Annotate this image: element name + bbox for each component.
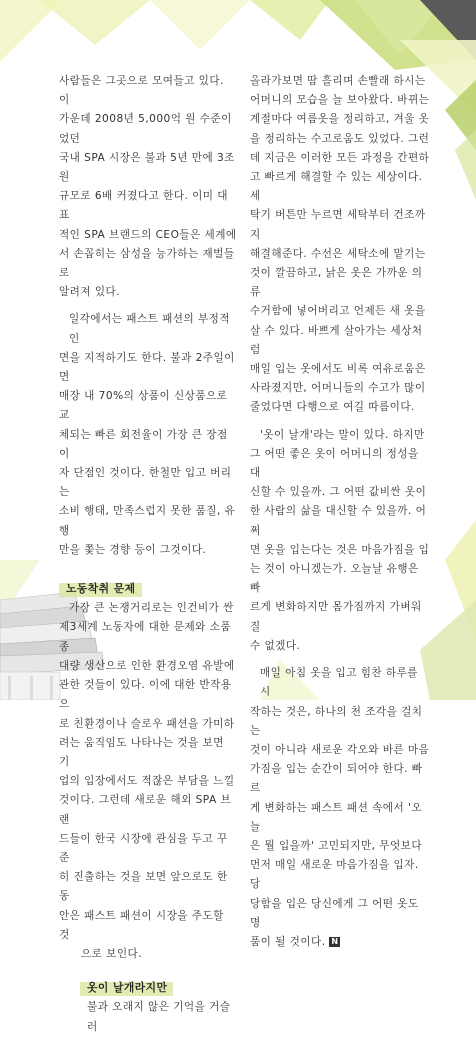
paragraph-line: 은 뭘 입을까' 고민되지만, 무엇보다 <box>250 839 423 852</box>
paragraph-line: 수거함에 넣어버리고 언제든 새 옷을 <box>250 305 426 318</box>
paragraph-line: 대량 생산으로 인한 환경오염 유발에 <box>59 659 235 672</box>
paragraph-line: 으로 보인다. <box>81 947 143 960</box>
paragraph-line: 로 친환경이나 슬로우 패션을 가미하 <box>59 717 235 730</box>
paragraph-line: 해결해준다. 수선은 세탁소에 맡기는 <box>250 247 426 260</box>
paragraph-line: 제3세계 노동자에 대한 문제와 소품종 <box>59 621 232 653</box>
paragraph-line: 안은 패스트 패션이 시장을 주도할 것 <box>59 909 224 941</box>
paragraph-line: 작하는 것은, 하나의 천 조각을 걸치는 <box>250 705 423 737</box>
paragraph-line: 는 것이 아니겠는가. 오늘날 유행은 빠 <box>250 563 419 595</box>
paragraph-line: 히 진출하는 것을 보면 앞으로도 한동 <box>59 871 228 903</box>
paragraph-line: 품이 될 것이다. <box>250 935 326 948</box>
paragraph-line: 사람들은 그곳으로 모여들고 있다. 이 <box>59 75 224 107</box>
left-column <box>59 72 237 1037</box>
paragraph-line: 규모로 6배 커졌다고 한다. 이미 대표 <box>59 190 228 222</box>
paragraph-line: 매일 입는 옷에서도 비록 여유로움은 <box>250 363 426 376</box>
paragraph-line: 데 지금은 이러한 모든 과정을 간편하 <box>250 151 430 164</box>
paragraph-line: 체되는 빠른 회전율이 가장 큰 장점이 <box>59 428 228 460</box>
paragraph-line: 서 손꼽히는 삼성을 능가하는 재벌들로 <box>59 247 235 280</box>
paragraph-line: 것이 아니라 새로운 각오와 바른 마음 <box>250 743 430 756</box>
paragraph-line: 알려져 있다. <box>59 286 121 299</box>
paragraph-line: 면 옷을 입는다는 것은 마음가짐을 입 <box>250 543 430 556</box>
paragraph-line: 드들이 한국 시장에 관심을 두고 꾸준 <box>59 832 228 864</box>
paragraph-line: '옷이 날개'라는 말이 있다. 하지만 <box>260 428 425 441</box>
paragraph-line: 한 사람의 삶을 대신할 수 있을까. 어쩌 <box>250 505 427 537</box>
paragraph-line: 그 어떤 좋은 옷이 어머니의 정성을 대 <box>250 447 419 480</box>
end-mark-icon: N <box>331 936 339 946</box>
paragraph-line: 르게 변화하지만 몸가짐까지 가벼워질 <box>250 601 422 633</box>
paragraph-line: 자 단점인 것이다. 한철만 입고 버리는 <box>59 467 232 499</box>
paragraph-line: 소비 행태, 만족스럽지 못한 품질, 유행 <box>59 505 236 537</box>
paragraph-line: 을 정리하는 수고로움도 있었다. 그런 <box>250 132 430 145</box>
paragraph-line: 신할 수 있을까. 그 어떤 값비싼 옷이 <box>250 486 427 499</box>
paragraph-line: 당함을 입은 당신에게 그 어떤 옷도 명 <box>250 897 419 929</box>
paragraph-line: 게 변화하는 패스트 패션 속에서 '오늘 <box>250 801 423 833</box>
paragraph-line: 수 없겠다. <box>250 639 301 652</box>
paragraph-line: 적인 SPA 브랜드의 CEO들은 세계에 <box>59 228 237 241</box>
paragraph-line: 계절마다 여름옷을 정리하고, 겨울 옷 <box>250 113 430 126</box>
paragraph-line: 올라가보면 땀 흘리며 손빨래 하시는 <box>250 75 426 87</box>
paragraph-line: 일각에서는 패스트 패션의 부정적인 <box>69 313 231 345</box>
paragraph-line: 줄었다면 다행으로 여길 따름이다. <box>250 401 415 414</box>
paragraph-line: 먼저 매일 새로운 마음가짐을 입자. 당 <box>250 859 419 891</box>
right-column <box>250 72 430 952</box>
paragraph-line: 업의 입장에서도 적잖은 부담을 느낄 <box>59 775 235 788</box>
paragraph-line: 매일 아침 옷을 입고 힘찬 하루를 시 <box>260 667 418 699</box>
paragraph-line: 불과 오래지 않은 기억을 거슬러 <box>87 1001 231 1033</box>
paragraph-line: 려는 움직임도 나타나는 것을 보면 기 <box>59 736 224 768</box>
paragraph-line: 어머니의 모습을 늘 보아왔다. 바뀌는 <box>250 94 430 107</box>
paragraph-line: 면을 지적하기도 한다. 불과 2주일이면 <box>59 351 235 384</box>
paragraph-line: 국내 SPA 시장은 불과 5년 만에 3조원 <box>59 151 235 184</box>
paragraph-line: 고 빠르게 해결할 수 있는 세상이다. 세 <box>250 171 423 203</box>
paragraph-line: 탁기 버튼만 누르면 세탁부터 건조까지 <box>250 209 426 241</box>
paragraph-line: 사라졌지만, 어머니들의 수고가 많이 <box>250 382 426 395</box>
paragraph-line: 살 수 있다. 바쁘게 살아가는 세상처럼 <box>250 324 423 356</box>
paragraph-line: 매장 내 70%의 상품이 신상품으로 교 <box>59 390 228 422</box>
section-heading-wings: 옷이 날개라지만 <box>87 978 167 997</box>
paragraph-line: 관한 것들이 있다. 이에 대한 반작용으 <box>59 679 232 711</box>
paragraph-line: 가장 큰 논쟁거리로는 인건비가 싼 <box>69 602 234 615</box>
paragraph-line: 것이다. 그런데 새로운 해외 SPA 브랜 <box>59 794 232 826</box>
section-heading-labor: 노동착취 문제 <box>66 579 136 598</box>
paragraph-line: 가짐을 입는 순간이 되어야 한다. 빠르 <box>250 763 423 795</box>
paragraph-line: 가운데 2008년 5,000억 원 수준이었던 <box>59 113 232 145</box>
paragraph-line: 만을 쫓는 경향 등이 그것이다. <box>59 543 207 556</box>
paragraph-line: 것이 깔끔하고, 낡은 옷은 가까운 의류 <box>250 267 423 299</box>
